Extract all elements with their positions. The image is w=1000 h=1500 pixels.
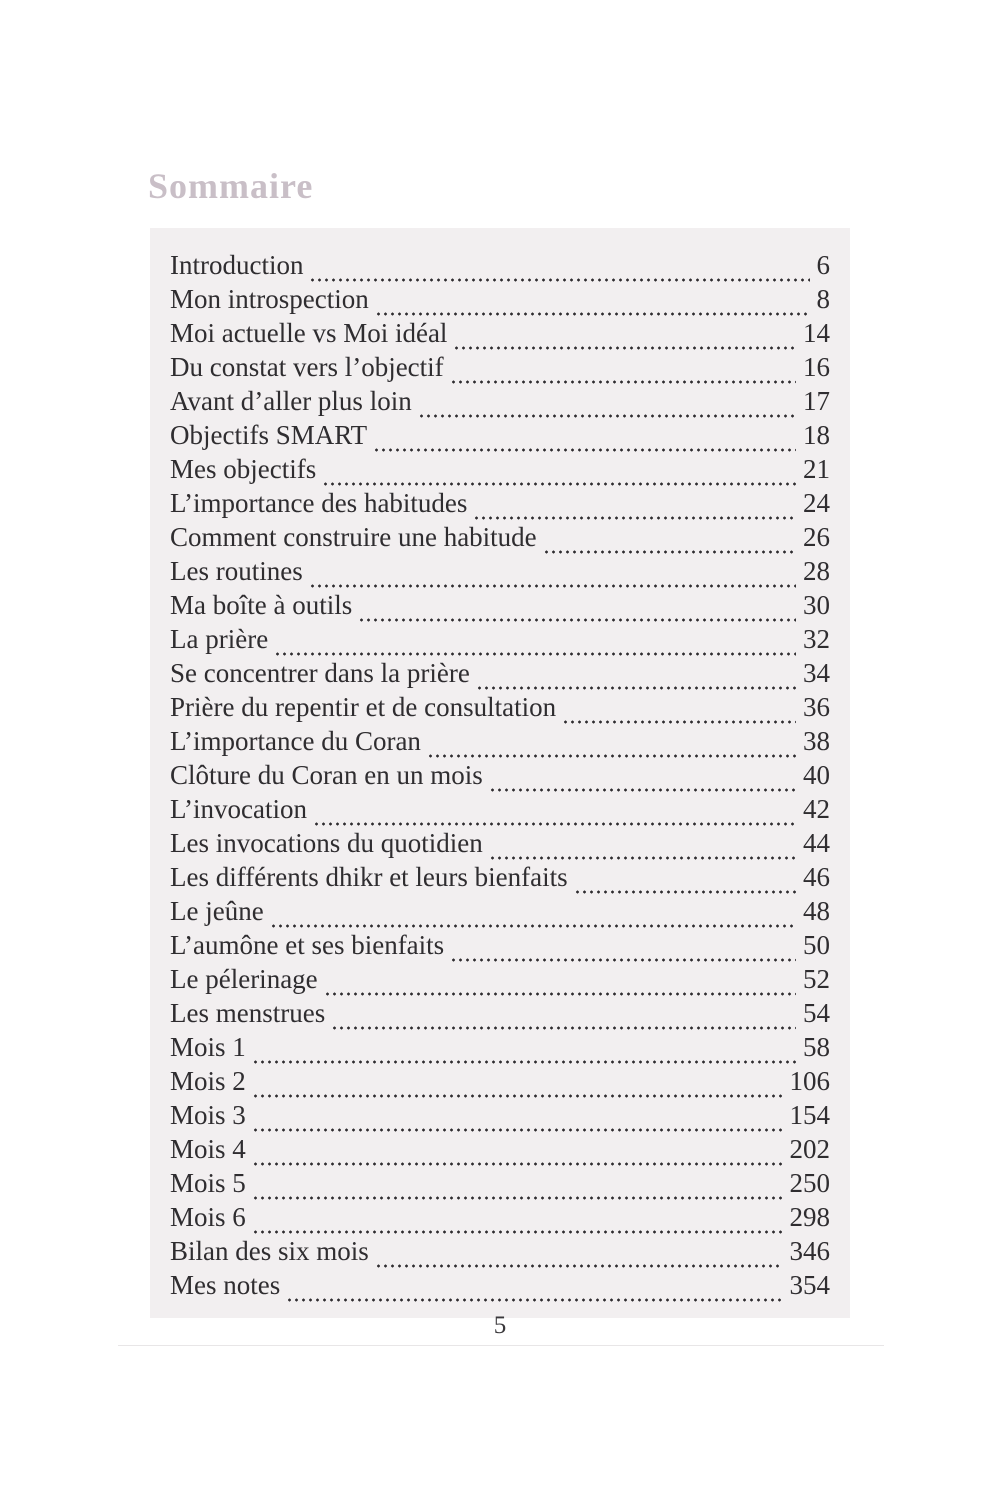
toc-row: [170, 792, 830, 826]
toc-entry-label: Mon introspection: [170, 284, 369, 314]
toc-entry-page-number: 250: [789, 1168, 830, 1198]
toc-entry-label: Avant d’aller plus loin: [170, 386, 412, 416]
dotted-leader: [450, 356, 796, 384]
toc-row: [170, 1064, 830, 1098]
toc-entry-label: Du constat vers l’objectif: [170, 352, 444, 382]
toc-entry-label: Les menstrues: [170, 998, 326, 1028]
toc-entry-label: Se concentrer dans la prière: [170, 658, 470, 688]
toc-row: [170, 486, 830, 520]
toc-entry-page-number: 28: [803, 556, 830, 586]
toc-entry-label: Ma boîte à outils: [170, 590, 353, 620]
toc-entry-page-number: 50: [803, 930, 830, 960]
toc-entry-page-number: 298: [789, 1202, 830, 1232]
toc-entry-label: L’aumône et ses bienfaits: [170, 930, 445, 960]
toc-entry-label: L’importance du Coran: [170, 726, 421, 756]
toc-entry-page-number: 46: [803, 862, 830, 892]
dotted-leader: [373, 424, 796, 452]
dotted-leader: [286, 1274, 782, 1302]
toc-row: [170, 826, 830, 860]
toc-row: [170, 1166, 830, 1200]
dotted-leader: [375, 1240, 783, 1268]
toc-entry-page-number: 354: [789, 1270, 830, 1300]
toc-row: [170, 1030, 830, 1064]
toc-entry-page-number: 202: [789, 1134, 830, 1164]
toc-row: [170, 724, 830, 758]
toc-entry-page-number: 54: [803, 998, 830, 1028]
toc-entry-page-number: 34: [803, 658, 830, 688]
dotted-leader: [476, 662, 796, 690]
toc-entry-page-number: 17: [803, 386, 830, 416]
toc-row: [170, 928, 830, 962]
dotted-leader: [543, 526, 796, 554]
dotted-leader: [574, 866, 796, 894]
toc-entry-page-number: 30: [803, 590, 830, 620]
dotted-leader: [562, 696, 796, 724]
toc-entry-page-number: 6: [816, 250, 830, 280]
toc-entry-page-number: 38: [803, 726, 830, 756]
toc-list: [150, 228, 850, 1318]
dotted-leader: [358, 594, 796, 622]
dotted-leader: [274, 628, 796, 656]
toc-entry-label: Mois 6: [170, 1202, 246, 1232]
toc-entry-label: La prière: [170, 624, 269, 654]
toc-entry-label: Moi actuelle vs Moi idéal: [170, 318, 448, 348]
toc-row: [170, 962, 830, 996]
dotted-leader: [427, 730, 796, 758]
toc-row: [170, 1098, 830, 1132]
dotted-leader: [453, 322, 796, 350]
toc-entry-page-number: 16: [803, 352, 830, 382]
toc-entry-page-number: 40: [803, 760, 830, 790]
toc-row: [170, 1268, 830, 1302]
toc-entry-label: Le pélerinage: [170, 964, 318, 994]
dotted-leader: [331, 1002, 796, 1030]
toc-entry-label: Prière du repentir et de consultation: [170, 692, 557, 722]
page-bottom-divider: [118, 1345, 884, 1346]
dotted-leader: [309, 254, 809, 282]
dotted-leader: [489, 832, 796, 860]
toc-entry-page-number: 42: [803, 794, 830, 824]
toc-entry-label: Objectifs SMART: [170, 420, 368, 450]
toc-row: [170, 316, 830, 350]
dotted-leader: [450, 934, 796, 962]
dotted-leader: [322, 458, 796, 486]
toc-entry-page-number: 14: [803, 318, 830, 348]
toc-entry-label: Comment construire une habitude: [170, 522, 537, 552]
dotted-leader: [252, 1104, 783, 1132]
page-title: Sommaire: [148, 166, 314, 206]
toc-entry-label: Bilan des six mois: [170, 1236, 369, 1266]
dotted-leader: [270, 900, 796, 928]
toc-entry-label: Mois 5: [170, 1168, 246, 1198]
toc-row: [170, 860, 830, 894]
toc-entry-label: Le jeûne: [170, 896, 264, 926]
dotted-leader: [375, 288, 810, 316]
toc-entry-page-number: 21: [803, 454, 830, 484]
toc-entry-page-number: 32: [803, 624, 830, 654]
dotted-leader: [418, 390, 796, 418]
toc-row: [170, 996, 830, 1030]
toc-entry-label: Les différents dhikr et leurs bienfaits: [170, 862, 568, 892]
toc-entry-page-number: 52: [803, 964, 830, 994]
toc-entry-label: Mois 1: [170, 1032, 246, 1062]
toc-entry-page-number: 36: [803, 692, 830, 722]
toc-entry-label: Clôture du Coran en un mois: [170, 760, 483, 790]
toc-row: [170, 554, 830, 588]
toc-row: [170, 452, 830, 486]
dotted-leader: [252, 1138, 783, 1166]
toc-row: [170, 350, 830, 384]
toc-entry-label: Introduction: [170, 250, 304, 280]
toc-entry-label: Mois 3: [170, 1100, 246, 1130]
toc-row: [170, 282, 830, 316]
toc-entry-page-number: 58: [803, 1032, 830, 1062]
toc-row: [170, 758, 830, 792]
toc-entry-page-number: 18: [803, 420, 830, 450]
toc-row: [170, 894, 830, 928]
dotted-leader: [489, 764, 796, 792]
toc-row: [170, 690, 830, 724]
toc-entry-page-number: 44: [803, 828, 830, 858]
toc-row: [170, 1234, 830, 1268]
toc-row: [170, 418, 830, 452]
dotted-leader: [252, 1172, 783, 1200]
dotted-leader: [473, 492, 796, 520]
toc-entry-page-number: 154: [789, 1100, 830, 1130]
dotted-leader: [252, 1070, 783, 1098]
toc-entry-label: Les routines: [170, 556, 303, 586]
toc-entry-label: L’invocation: [170, 794, 307, 824]
toc-row: [170, 1200, 830, 1234]
toc-row: [170, 656, 830, 690]
toc-entry-label: Mes objectifs: [170, 454, 317, 484]
dotted-leader: [313, 798, 796, 826]
toc-row: [170, 1132, 830, 1166]
toc-entry-label: Mes notes: [170, 1270, 281, 1300]
toc-row: [170, 384, 830, 418]
toc-entry-label: Mois 4: [170, 1134, 246, 1164]
toc-entry-page-number: 48: [803, 896, 830, 926]
toc-row: [170, 248, 830, 282]
toc-entry-page-number: 26: [803, 522, 830, 552]
dotted-leader: [252, 1206, 783, 1234]
dotted-leader: [309, 560, 796, 588]
dotted-leader: [252, 1036, 796, 1064]
toc-row: [170, 520, 830, 554]
toc-row: [170, 622, 830, 656]
toc-entry-page-number: 24: [803, 488, 830, 518]
footer-page-number: 5: [493, 1312, 507, 1339]
toc-entry-page-number: 8: [816, 284, 830, 314]
toc-entry-label: Les invocations du quotidien: [170, 828, 483, 858]
dotted-leader: [324, 968, 796, 996]
toc-entry-page-number: 106: [789, 1066, 830, 1096]
toc-entry-label: Mois 2: [170, 1066, 246, 1096]
toc-row: [170, 588, 830, 622]
toc-entry-label: L’importance des habitudes: [170, 488, 468, 518]
toc-entry-page-number: 346: [789, 1236, 830, 1266]
